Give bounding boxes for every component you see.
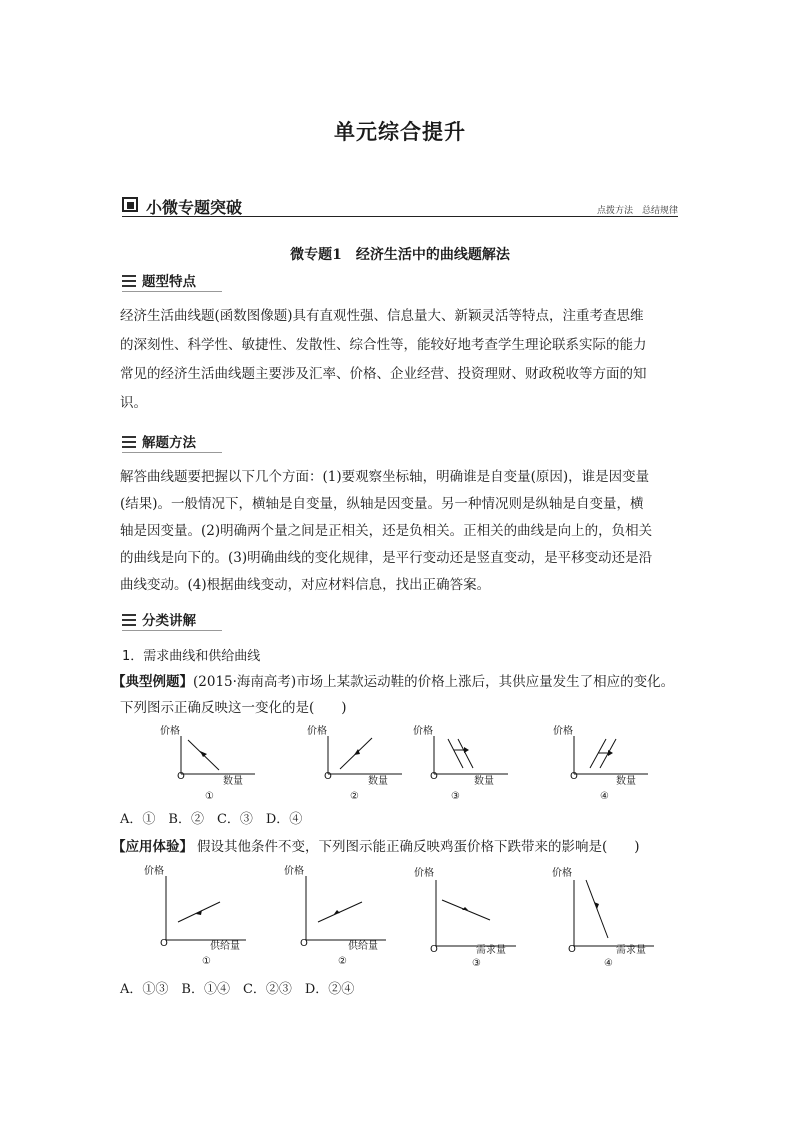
list-icon [122,436,136,448]
application-text: 假设其他条件不变，下列图示能正确反映鸡蛋价格下跌带来的影响是( ) [197,839,640,855]
graph-number: ④ [604,958,613,969]
text-line: 轴是因变量。(2)明确两个量之间是正相关，还是负相关。正相关的曲线是向上的，负相关 [120,523,653,539]
graph-number: ② [350,791,359,802]
section-bar-title-text: 小微专题突破 [146,198,243,217]
y-axis-label: 价格 [160,726,180,737]
application-options: A．①③ B．①④ C．②③ D．②④ [120,982,355,997]
text-line: 的曲线是向下的。(3)明确曲线的变化规律，是平行变动还是竖直变动，是平移变动还是沿 [120,550,653,566]
text-line: 常见的经济生活曲线题主要涉及汇率、价格、企业经营、投资理财、财政税收等方面的知 [120,366,647,382]
y-axis-label: 价格 [553,726,573,737]
example-line-1 [112,670,674,690]
page-title: 单元综合提升 [334,120,466,144]
x-axis-label: 数量 [223,776,243,787]
method-heading-rule [122,452,222,453]
text-line: 曲线变动。(4)根据曲线变动，对应材料信息，找出正确答案。 [120,577,491,593]
origin-label: O [568,944,576,955]
text-line: 解答曲线题要把握以下几个方面：(1)要观察坐标轴，明确谁是自变量(原因)，谁是因变量 [120,469,650,485]
classified-heading-text: 分类讲解 [142,613,196,629]
text-line: (结果)。一般情况下，横轴是自变量，纵轴是因变量。另一种情况则是纵轴是自变量，横 [120,496,644,512]
arrow-icon [200,751,207,757]
example-graph-4 [548,722,668,806]
x-axis-label: 供给量 [348,941,378,952]
x-axis-label: 供给量 [210,941,240,952]
example-tag: 【典型例题】 [112,674,193,690]
arrow-icon [608,750,613,756]
origin-label: O [160,938,168,949]
y-axis-label: 价格 [307,726,327,737]
graph-number: ① [205,791,214,802]
graph-number: ① [202,956,211,967]
method-paragraph [120,464,680,599]
x-axis-label: 数量 [368,776,388,787]
graph-number: ③ [472,958,481,969]
features-paragraph [120,302,680,418]
y-axis-label: 价格 [144,866,164,877]
origin-label: O [177,771,185,782]
features-heading-rule [122,291,222,292]
classified-heading [122,609,196,629]
example-options: A．① B．② C．③ D．④ [120,812,303,827]
micro-topic-title: 微专题1 经济生活中的曲线题解法 [290,247,510,263]
text-line: 识。 [120,395,147,411]
text-line: 经济生活曲线题(函数图像题)具有直观性强、信息量大、新颖灵活等特点，注重考查思维 [120,308,644,324]
y-axis-label: 价格 [552,868,572,879]
subsection-title: 1．需求曲线和供给曲线 [122,649,261,664]
application-line [112,835,640,855]
features-heading-text: 题型特点 [142,274,196,290]
application-graph-3 [410,856,530,970]
text-line: 的深刻性、科学性、敏捷性、发散性、综合性等，能较好地考查学生理论联系实际的能力 [120,337,647,353]
application-graph-2 [280,856,400,967]
y-axis-label: 价格 [413,726,433,737]
classified-heading-rule [122,630,222,631]
application-graph-1 [140,856,260,967]
section-bar-links: 点拨方法 总结规律 [596,206,678,216]
method-heading [122,431,196,451]
origin-label: O [570,771,578,782]
section-bar-title [122,195,242,218]
example-graph-2 [302,722,422,806]
arrow-icon [464,747,469,753]
y-axis-label: 价格 [284,866,304,877]
application-tag: 【应用体验】 [112,839,193,855]
x-axis-label: 需求量 [476,945,506,956]
method-heading-text: 解题方法 [142,435,196,451]
origin-label: O [430,771,438,782]
list-icon [122,614,136,626]
x-axis-label: 数量 [616,776,636,787]
section-bar-rule [122,216,678,217]
x-axis-label: 数量 [474,776,494,787]
y-axis-label: 价格 [414,868,434,879]
graph-number: ④ [600,791,609,802]
origin-label: O [324,771,332,782]
features-heading [122,270,196,290]
origin-label: O [300,938,308,949]
graph-number: ② [338,956,347,967]
example-text: 市场上某款运动鞋的价格上涨后，其供应量发生了相应的变化。 [296,674,675,690]
example-line-2: 下列图示正确反映这一变化的是( ) [120,700,347,716]
example-graph-3 [408,722,528,806]
application-graph-4 [548,856,668,970]
x-axis-label: 需求量 [616,945,646,956]
origin-label: O [430,944,438,955]
example-graph-1 [155,722,275,806]
graph-number: ③ [451,791,460,802]
list-icon [122,275,136,287]
example-source: (2015·海南高考) [193,674,297,690]
